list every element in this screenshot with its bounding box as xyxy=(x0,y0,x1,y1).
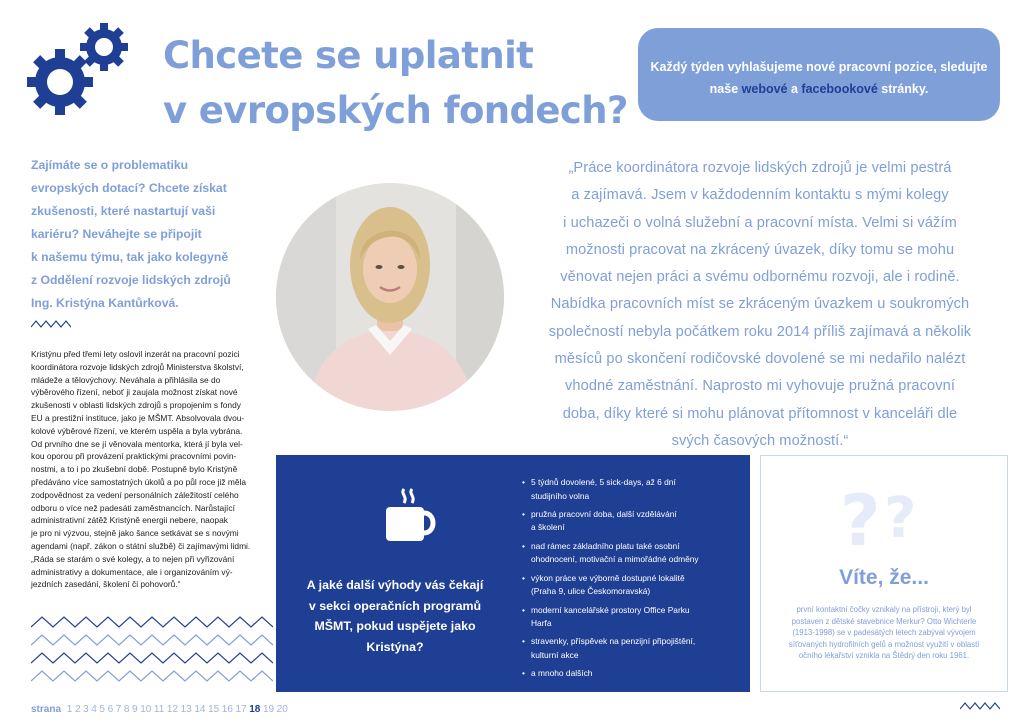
benefit-line: • a mnoho dalších xyxy=(531,668,593,679)
intro-line: z Oddělení rozvoje lidských zdrojů xyxy=(31,273,231,287)
quote-line: svých časových možností.“ xyxy=(671,432,849,449)
notice-text: Každý týden vyhlašujeme nové pracovní pozice, sledujte xyxy=(650,60,988,74)
zigzag-decoration xyxy=(31,613,273,695)
benefit-line: • výkon práce ve výborně dostupné lokalitě xyxy=(531,572,685,583)
bio-line: zodpovědnost za vedení personálních záležitostí celého xyxy=(31,489,239,500)
know-line: postaven z dětské stavebnice Merkur? Otto Wichterle xyxy=(791,616,977,626)
page-link[interactable]: 17 xyxy=(235,704,247,715)
page-link[interactable]: 20 xyxy=(276,704,288,715)
know-line: první kontaktní čočky vznikaly na přístroji, který byl xyxy=(796,605,972,614)
bio-line: Od prvního dne se jí věnovala mentorka, která jí byla vel- xyxy=(31,438,243,449)
bio-line: Kristýnu před třemi lety oslovil inzerát na pracovní pozici xyxy=(31,349,240,359)
did-you-know-title: Víte, že... xyxy=(839,566,929,589)
bio-line: „Ráda se starám o své kolegy, a to nejen při vyřizování xyxy=(31,553,235,564)
page-link[interactable]: 15 xyxy=(208,704,220,715)
benefit-line: studijního volna xyxy=(531,490,590,501)
benefit-line: Harfa xyxy=(531,618,552,629)
page-link[interactable]: 11 xyxy=(153,704,165,715)
bio-line: kolové výběrové řízení, ve kterém uspěla a byla vybrána. xyxy=(31,425,243,436)
testimonial-quote xyxy=(510,155,1010,455)
intro-line: zkušenosti, které nastartují vaši xyxy=(31,204,216,218)
gears-icon xyxy=(20,20,135,120)
notice-text: naše xyxy=(709,82,742,96)
page-link[interactable]: 12 xyxy=(166,704,179,715)
know-line: očního lékařství vznikla na Štědrý den roku 1961. xyxy=(798,651,970,661)
benefit-line: • stravenky, příspěvek na penzijní připojištění, xyxy=(531,636,696,647)
page-link[interactable]: 4 xyxy=(91,704,97,715)
zigzag-divider xyxy=(960,700,1000,712)
benefit-line: a školení xyxy=(531,522,565,533)
page-link[interactable]: 8 xyxy=(123,704,130,715)
title-line: v evropských fondech? xyxy=(163,89,628,132)
benefit-line: • 5 týdnů dovolené, 5 sick-days, až 6 dní xyxy=(531,477,676,487)
page-link[interactable]: 5 xyxy=(99,704,105,715)
benefit-item xyxy=(522,635,747,662)
intro-line: kariéru? Neváhejte se připojit xyxy=(31,227,202,241)
coffee-cup-icon xyxy=(378,487,438,543)
zigzag-divider xyxy=(31,318,71,330)
benefit-line: • nad rámec základního platu také osobní xyxy=(531,540,680,551)
bio-line: kou oporou při provázení praktickými pracovními povin- xyxy=(31,451,237,462)
benefit-item xyxy=(522,572,747,599)
quote-line: doba, díky které si mohu plánovat přítomnost v kanceláři dle xyxy=(562,405,958,422)
intro-line: k našemu týmu, tak jako kolegyně xyxy=(31,250,229,264)
web-link[interactable]: webové xyxy=(741,82,788,96)
know-line: (1913-1998) se v padesátých letech zabýval vývojem xyxy=(792,628,976,638)
facebook-link[interactable]: facebookové xyxy=(801,82,878,96)
bio-line: administrativy a dokumentace, ale i organizováním vý- xyxy=(31,566,233,577)
bio-line: nostmi, a to i po zkušební době. Postupně bylo Kristýně xyxy=(31,464,238,475)
page-link[interactable]: 10 xyxy=(140,704,152,715)
bio-line: koordinátora rozvoje lidských zdrojů Ministerstva školství, xyxy=(31,361,244,372)
portrait-image xyxy=(276,183,504,411)
benefit-line: • pružná pracovní doba, další vzdělávání xyxy=(531,508,677,519)
page-title xyxy=(163,28,633,138)
bio-line: výběrového řízení, neboť ji zaujala možnost získat nové xyxy=(31,387,238,398)
bio-line: jezdních zasedání, školení či pohovorů.“ xyxy=(31,579,181,590)
portrait-photo xyxy=(276,183,504,411)
pager-label: strana xyxy=(31,704,62,715)
page-link[interactable]: 6 xyxy=(107,704,114,715)
page-link-current[interactable]: 18 xyxy=(249,704,261,715)
bio-line: mládeže a tělovýchovy. Neváhala a přihlásila se do xyxy=(31,374,221,385)
page-link[interactable]: 1 xyxy=(66,704,73,715)
svg-text:?: ? xyxy=(840,480,881,555)
quote-line: možnosti pracovat na zkrácený úvazek, díky tomu se mohu xyxy=(565,241,955,258)
bio-line: předáváno více samostatných úkolů a po půl roce již měla xyxy=(31,476,247,487)
benefit-line: kulturní akce xyxy=(531,649,579,660)
quote-line: Nabídka pracovních míst se zkráceným úvazkem u soukromých xyxy=(550,296,970,313)
benefit-line: • moderní kancelářské prostory Office Parku xyxy=(531,604,690,615)
know-line: síťovaných hydrofilních gelů a možnost využití v oblasti xyxy=(788,639,980,649)
quote-line: věnovat nejen práci a svému odbornému rozvoji, ale i rodině. xyxy=(560,269,960,286)
benefit-item xyxy=(522,476,747,503)
benefit-item xyxy=(522,540,747,567)
quote-line: i uchazeči o volná služební a pracovní místa. Velmi si vážím xyxy=(563,214,957,231)
bio-text xyxy=(31,348,273,591)
page-link[interactable]: 3 xyxy=(83,704,89,715)
intro-line: Zajímáte se o problematiku xyxy=(31,158,189,172)
bio-line: EU a prestižní instituce, jako je MŠMT. Absolvovala dvou- xyxy=(31,412,245,423)
did-you-know-text xyxy=(760,604,1008,662)
page-link[interactable]: 13 xyxy=(180,704,192,715)
quote-line: měsíců po skončení rodičovské dovolené se mi nedařilo nalézt xyxy=(554,351,966,368)
intro-line: evropských dotací? Chcete získat xyxy=(31,181,227,195)
notice-text: stránky. xyxy=(877,82,929,96)
bio-line: odboru o více než padesáti zaměstnancích. Narůstající xyxy=(31,502,235,513)
page-link[interactable]: 2 xyxy=(74,704,81,715)
quote-line: společností nebyla počátkem roku 2014 příliš zajímavá a několik xyxy=(548,323,972,340)
notice-text: a xyxy=(787,82,802,96)
benefit-item xyxy=(522,508,747,535)
benefit-item xyxy=(522,604,747,631)
quote-line: vhodné zaměstnání. Naprosto mi vyhovuje pružná pracovní xyxy=(564,378,955,395)
benefits-question xyxy=(300,575,490,657)
page-link[interactable]: 7 xyxy=(115,704,122,715)
bio-line: je pro ni výzvou, stejně jako šance setkávat se s novými xyxy=(31,528,239,539)
page-link[interactable]: 19 xyxy=(262,704,275,715)
question-line: A jaké další výhody vás čekají xyxy=(306,578,484,592)
bio-line: administrativní zátěž Kristýně energii nebere, naopak xyxy=(31,515,228,526)
question-line: Kristýna? xyxy=(366,639,424,654)
title-line: Chcete se uplatnit xyxy=(163,34,534,77)
benefit-line: (Praha 9, ulice Českomoravská) xyxy=(531,586,651,597)
svg-text:?: ? xyxy=(884,486,917,551)
page-link[interactable]: 9 xyxy=(132,704,138,715)
quote-line: a zajímavá. Jsem v každodenním kontaktu s mými kolegy xyxy=(571,187,949,204)
page-navigation xyxy=(31,704,290,715)
page-link[interactable]: 14 xyxy=(194,704,206,715)
bio-line: zkušenosti v oblasti lidských zdrojů s propojením s fondy xyxy=(31,400,241,411)
page-link[interactable]: 16 xyxy=(221,704,233,715)
quote-line: „Práce koordinátora rozvoje lidských zdrojů je velmi pestrá xyxy=(568,160,952,176)
question-line: v sekci operačních programů xyxy=(308,598,482,613)
notice-box xyxy=(638,28,1000,121)
intro-text xyxy=(31,154,271,315)
intro-line: Ing. Kristýna Kantůrková. xyxy=(31,296,179,310)
benefit-line: ohodnocení, motivační a mimořádné odměny xyxy=(531,554,699,565)
question-marks-icon xyxy=(838,475,938,555)
bio-line: agendami (např. zákon o státní službě) či zajímavými lidmi. xyxy=(31,540,251,551)
benefits-list xyxy=(522,476,747,686)
question-line: MŠMT, pokud uspějete jako xyxy=(314,619,476,634)
benefit-item xyxy=(522,667,747,681)
